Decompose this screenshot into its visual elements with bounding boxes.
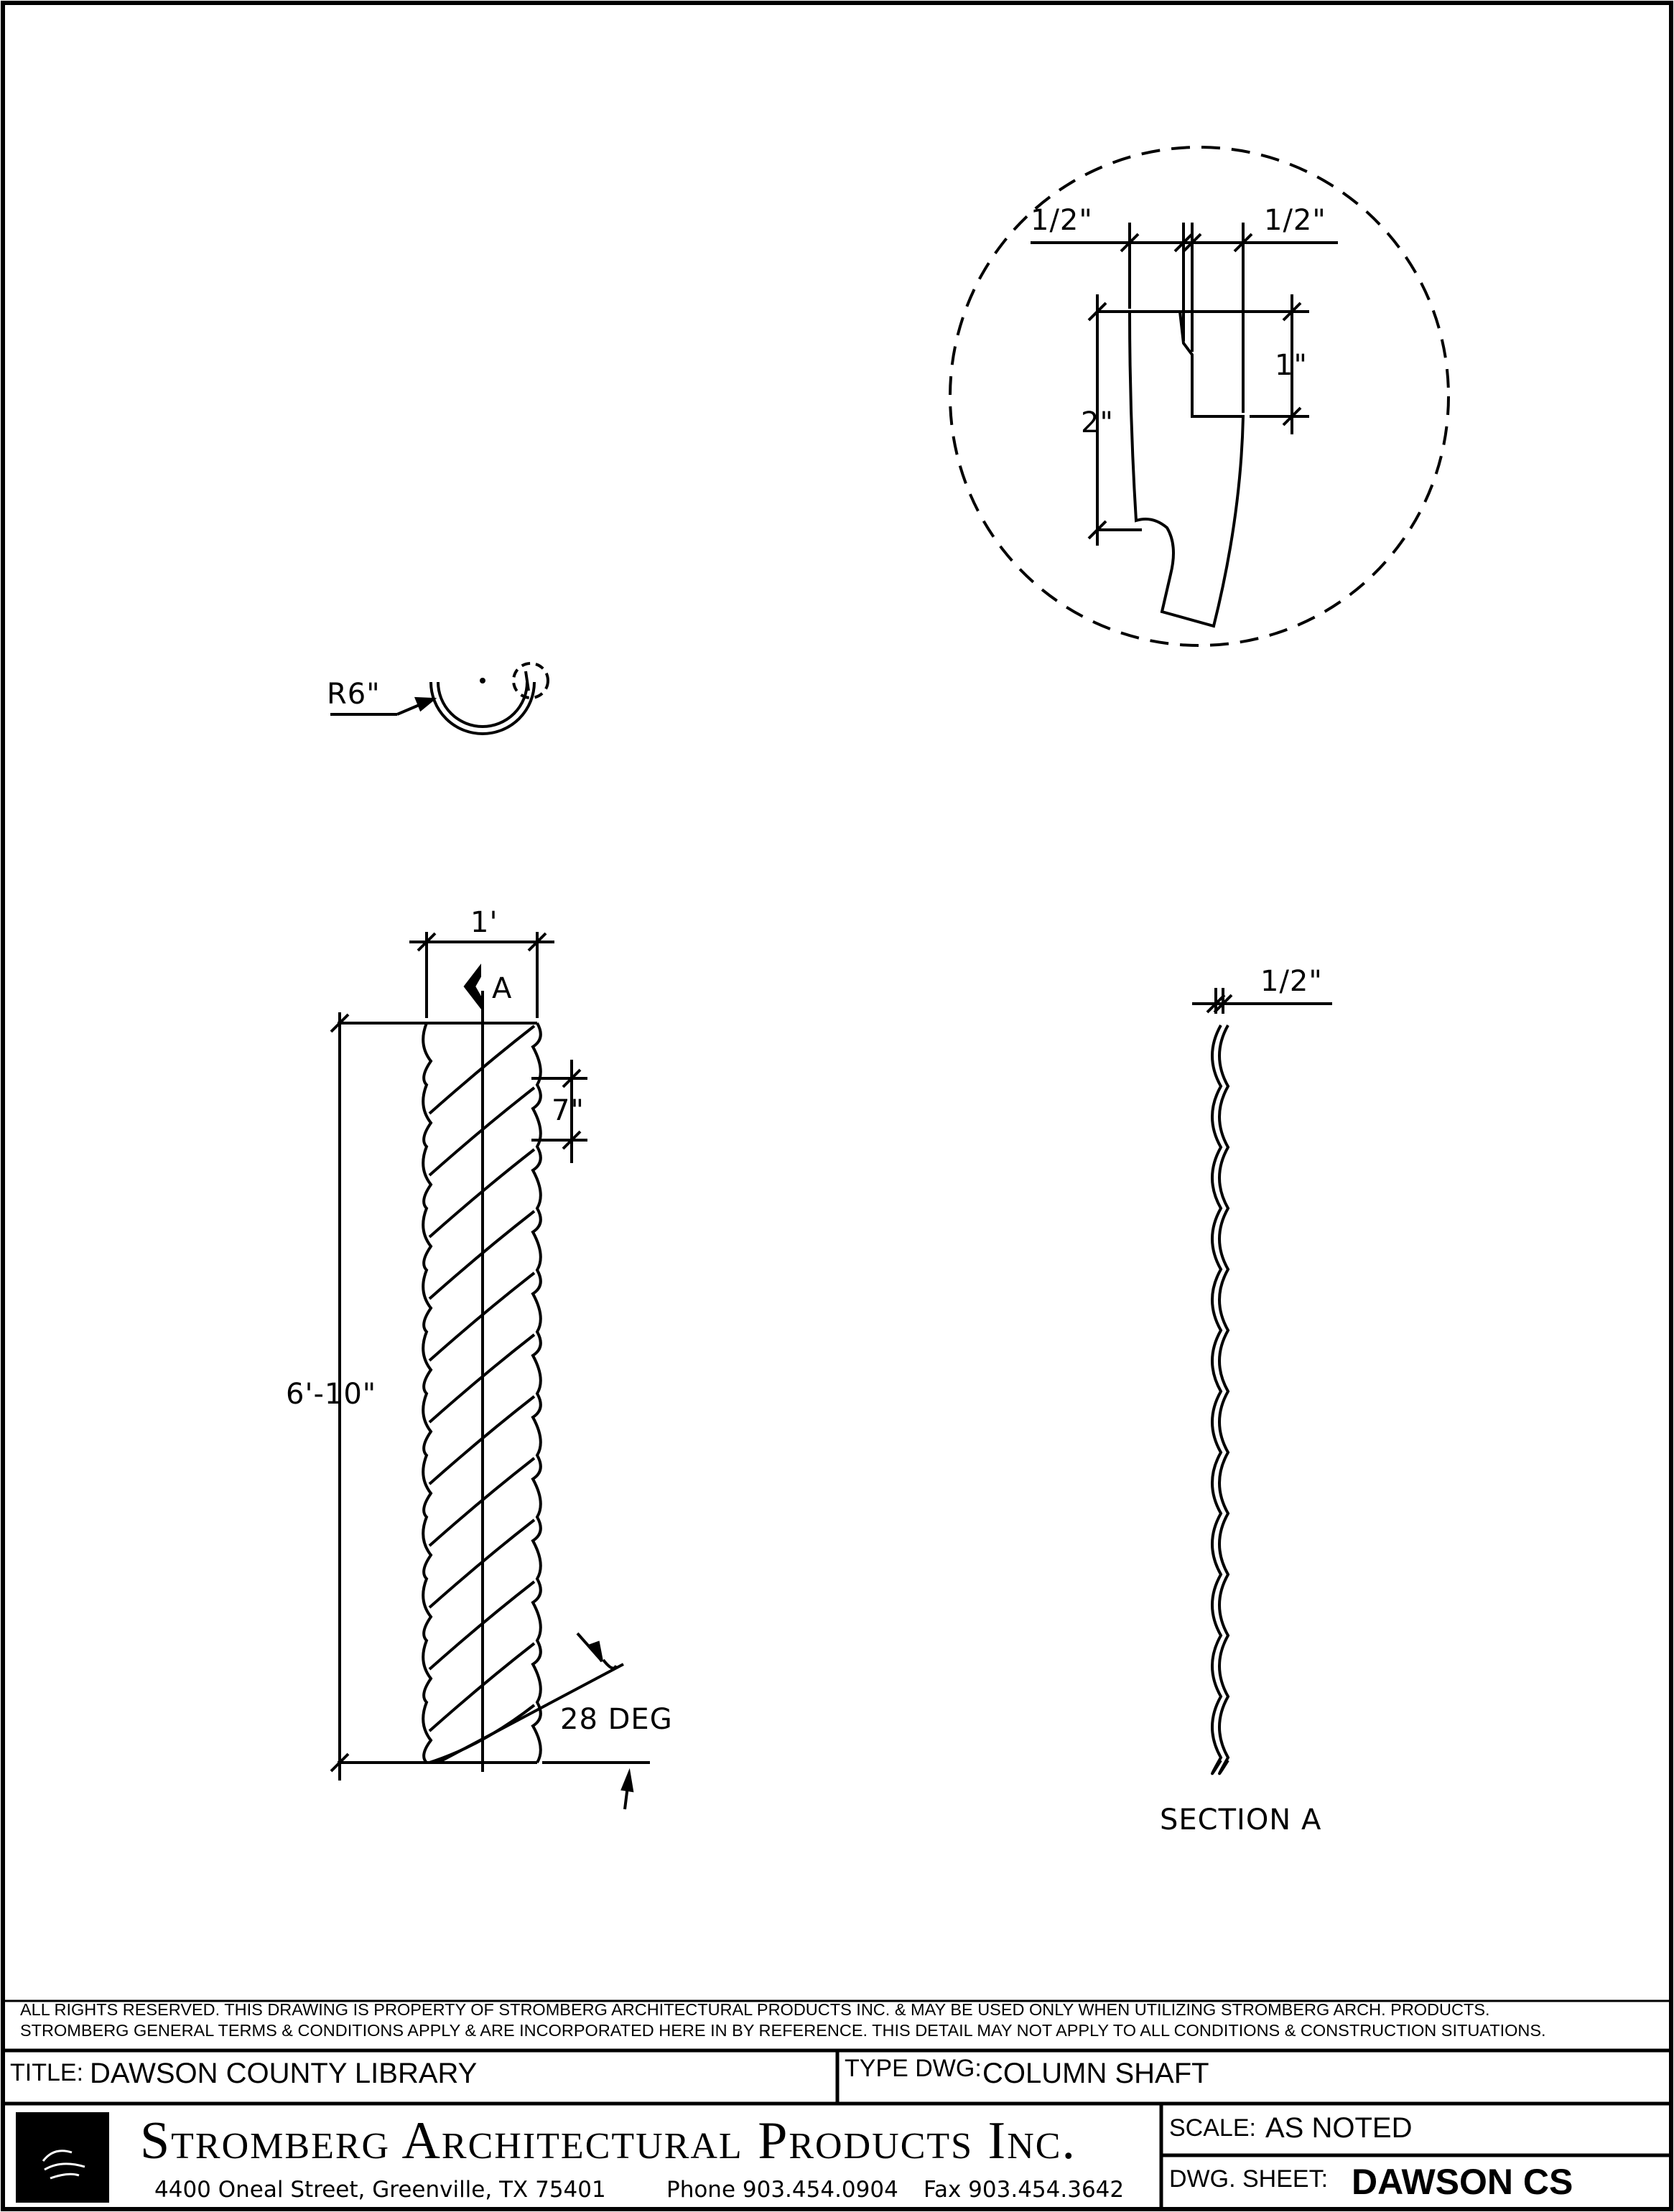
detail-dim-right-half: 1/2" [1264, 204, 1326, 237]
plan-arc-inner [438, 682, 527, 727]
plan-detail-callout [513, 663, 548, 698]
company-fax: Fax 903.454.3642 [924, 2177, 1125, 2203]
section-inner-line [1219, 1025, 1228, 1773]
company-name: Stromberg Architectural Products Inc. [140, 2111, 1077, 2170]
section-profile [1212, 1025, 1228, 1773]
twist-left-edge [423, 1023, 431, 1763]
section-view [1192, 988, 1332, 1773]
dwg-sheet-label: DWG. SHEET: [1169, 2165, 1329, 2193]
elevation-width-label: 1' [470, 906, 498, 939]
title-value: DAWSON COUNTY LIBRARY [90, 2058, 478, 2089]
elevation-angle-label: 28 DEG [560, 1703, 673, 1736]
type-dwg-label: TYPE DWG: [845, 2055, 982, 2082]
elevation-pitch-label: 7" [552, 1094, 585, 1127]
scale-value: AS NOTED [1265, 2112, 1413, 2144]
twist-right-edge [533, 1023, 541, 1763]
dwg-sheet-value: DAWSON CS [1352, 2162, 1573, 2202]
type-dwg-value: COLUMN SHAFT [982, 2058, 1209, 2089]
rights-note-line2: STROMBERG GENERAL TERMS & CONDITIONS APPLY & ARE INCORPORATED HERE IN BY REFERENCE. THIS DETAIL MAY NOT APPLY TO ALL CONDITIONS & CONSTRUCTION SITUATIONS. [20, 2021, 1546, 2040]
detail-view [950, 147, 1449, 645]
company-phone: Phone 903.454.0904 [666, 2177, 898, 2203]
detail-dim-left-half: 1/2" [1031, 204, 1093, 237]
detail-circle [950, 147, 1449, 645]
detail-profile [1130, 312, 1243, 626]
elevation-view [331, 932, 650, 1809]
plan-radius-label: R6" [327, 678, 381, 711]
section-title: SECTION A [1160, 1803, 1322, 1837]
sheet-border [3, 3, 1671, 2209]
section-thickness-label: 1/2" [1260, 965, 1323, 998]
detail-dim-one-inch: 1" [1275, 349, 1308, 382]
scale-label: SCALE: [1169, 2114, 1256, 2142]
elevation-height-label: 6'-10" [286, 1378, 377, 1411]
section-marker-label: A [492, 972, 513, 1005]
title-label: TITLE: [10, 2059, 84, 2086]
rights-note-line1: ALL RIGHTS RESERVED. THIS DRAWING IS PROPERTY OF STROMBERG ARCHITECTURAL PRODUCTS INC. & MAY BE USED ONLY WHEN UTILIZING STROMBERG ARCH. PRODUCTS. [20, 2000, 1490, 2019]
section-marker [465, 968, 480, 1005]
stromberg-logo-icon [16, 2112, 109, 2203]
detail-dim-two-inch: 2" [1081, 406, 1114, 439]
company-address: 4400 Oneal Street, Greenville, TX 75401 [154, 2177, 606, 2203]
